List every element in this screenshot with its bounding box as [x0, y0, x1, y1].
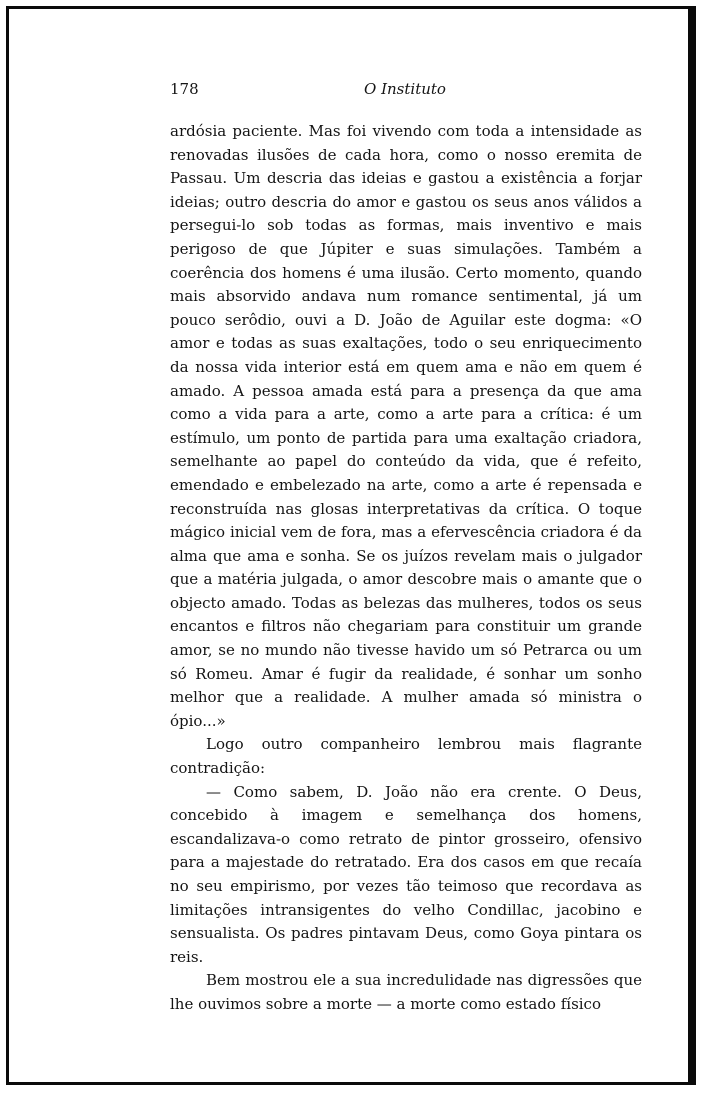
paragraph: Logo outro companheiro lembrou mais flagrante contradição:	[170, 735, 642, 778]
page-header	[170, 80, 640, 102]
paragraph: Bem mostrou ele a sua incredulidade nas digressões que lhe ouvimos sobre a morte — a morte como estado físico	[170, 971, 642, 1013]
running-title: O Instituto	[364, 80, 446, 98]
page-number: 178	[170, 80, 199, 98]
paragraph: — Como sabem, D. João não era crente. O Deus, concebido à imagem e semelhança dos homens, escandalizava-o como retrato de pintor grosseiro, ofensivo para a majestade do retratado. Era dos casos em que recaía no seu empirismo, por vezes tão teimoso que recordava as limitações intransigentes do velho Condillac, jacobino e sensualista. Os padres pintavam Deus, como Goya pintara os reis.	[170, 782, 642, 966]
body-text	[170, 120, 642, 1017]
paragraph: ardósia paciente. Mas foi vivendo com toda a intensidade as renovadas ilusões de cada hora, como o nosso eremita de Passau. Um descria das ideias e gastou a existência a forjar ideias; outro descria do amor e gastou os seus anos válidos a persegui-lo sob todas as formas, mais inventivo e mais perigoso de que Júpiter e suas simulações. Também a coerência dos homens é uma ilusão. Certo momento, quando mais absorvido andava num romance sentimental, já um pouco serôdio, ouvi a D. João de Aguilar este dogma: «O amor e todas as suas exaltações, todo o seu enriquecimento da nossa vida interior está em quem ama e não em quem é amado. A pessoa amada está para a presença da que ama como a vida para a arte, como a arte para a crítica: é um estímulo, um ponto de partida para uma exaltação criadora, semelhante ao papel do conteúdo da vida, que é refeito, emendado e embelezado na arte, como a arte é repensada e reconstruída nas glosas interpretativas da crítica. O toque mágico inicial vem de fora, mas a efervescência criadora é da alma que ama e sonha. Se os juízos revelam mais o julgador que a matéria julgada, o amor descobre mais o amante que o objecto amado. Todas as belezas das mulheres, todos os seus encantos e filtros não chegariam para constituir um grande amor, se no mundo não tivesse havido um só Petrarca ou um só Romeu. Amar é fugir da realidade, é sonhar um sonho melhor que a realidade. A mulher amada só ministra o ópio...»	[170, 122, 642, 730]
